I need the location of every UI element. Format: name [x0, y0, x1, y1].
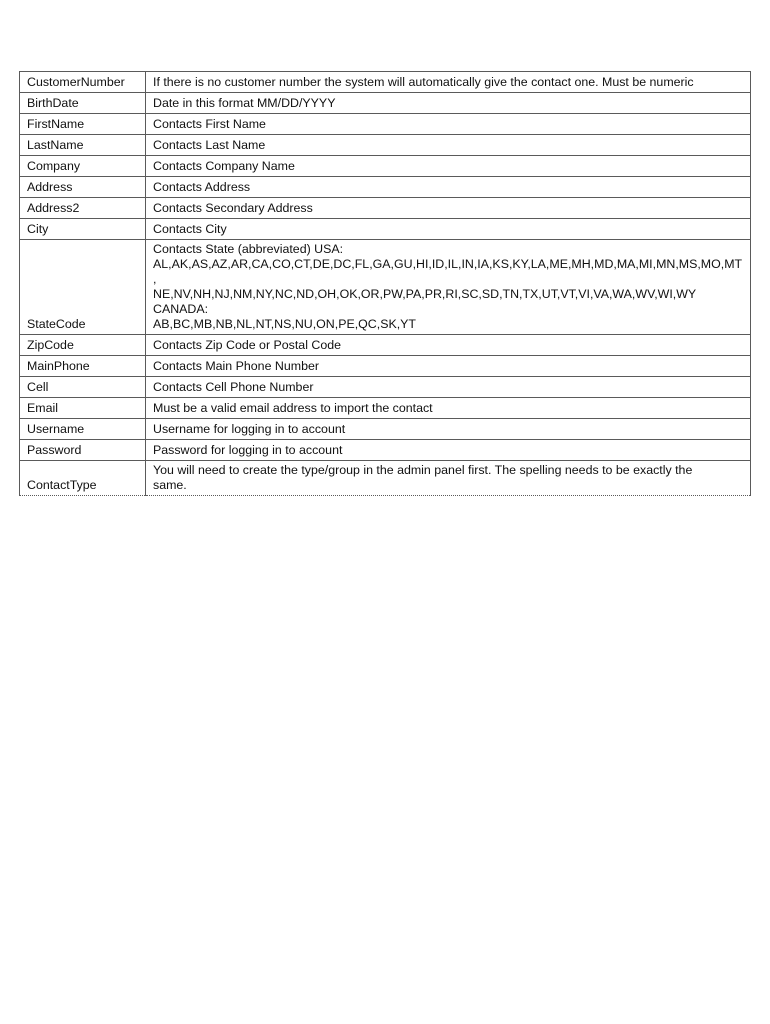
- field-description: Contacts Main Phone Number: [146, 356, 751, 377]
- field-name: City: [20, 219, 146, 240]
- field-description: Contacts First Name: [146, 114, 751, 135]
- table-row-email: [20, 398, 751, 419]
- field-name: BirthDate: [20, 93, 146, 114]
- table-row-password: [20, 440, 751, 461]
- field-description: Contacts Last Name: [146, 135, 751, 156]
- field-description: Contacts Secondary Address: [146, 198, 751, 219]
- field-description: Contacts Cell Phone Number: [146, 377, 751, 398]
- table-row-company: [20, 156, 751, 177]
- field-description: You will need to create the type/group in the admin panel first. The spelling needs to be exactly the same.: [146, 461, 751, 496]
- field-name: Address2: [20, 198, 146, 219]
- table-row-contact-type: [20, 461, 751, 496]
- field-name: ContactType: [20, 461, 146, 496]
- field-name: CustomerNumber: [20, 72, 146, 93]
- table-row-zip-code: [20, 335, 751, 356]
- field-name: LastName: [20, 135, 146, 156]
- field-description: Contacts State (abbreviated) USA: AL,AK,AS,AZ,AR,CA,CO,CT,DE,DC,FL,GA,GU,HI,ID,IL,IN,IA,KS,KY,LA,ME,MH,MD,MA,MI,MN,MS,MO,MT, NE,NV,NH,NJ,NM,NY,NC,ND,OH,OK,OR,PW,PA,PR,RI,SC,SD,TN,TX,UT,VT,VI,VA,WA,WV,WI,WY CANADA: AB,BC,MB,NB,NL,NT,NS,NU,ON,PE,QC,SK,YT: [146, 240, 751, 335]
- field-name: Username: [20, 419, 146, 440]
- field-description: Date in this format MM/DD/YYYY: [146, 93, 751, 114]
- table-row-address2: [20, 198, 751, 219]
- table-row-first-name: [20, 114, 751, 135]
- field-definitions-body: [20, 72, 751, 496]
- field-description: Contacts Zip Code or Postal Code: [146, 335, 751, 356]
- field-name: Cell: [20, 377, 146, 398]
- table-row-cell: [20, 377, 751, 398]
- field-definitions-table: [19, 71, 751, 496]
- table-row-birth-date: [20, 93, 751, 114]
- table-row-address: [20, 177, 751, 198]
- field-description: Contacts City: [146, 219, 751, 240]
- table-row-city: [20, 219, 751, 240]
- field-description: If there is no customer number the system will automatically give the contact one. Must be numeric: [146, 72, 751, 93]
- field-name: MainPhone: [20, 356, 146, 377]
- table-row-last-name: [20, 135, 751, 156]
- field-description: Username for logging in to account: [146, 419, 751, 440]
- table-row-main-phone: [20, 356, 751, 377]
- field-description: Password for logging in to account: [146, 440, 751, 461]
- field-description: Contacts Address: [146, 177, 751, 198]
- field-name: Password: [20, 440, 146, 461]
- table-row-username: [20, 419, 751, 440]
- field-name: Company: [20, 156, 146, 177]
- field-name: Address: [20, 177, 146, 198]
- table-row-state-code: [20, 240, 751, 335]
- table-row-customer-number: [20, 72, 751, 93]
- field-name: ZipCode: [20, 335, 146, 356]
- field-name: FirstName: [20, 114, 146, 135]
- field-description: Must be a valid email address to import the contact: [146, 398, 751, 419]
- field-name: StateCode: [20, 240, 146, 335]
- field-description: Contacts Company Name: [146, 156, 751, 177]
- field-name: Email: [20, 398, 146, 419]
